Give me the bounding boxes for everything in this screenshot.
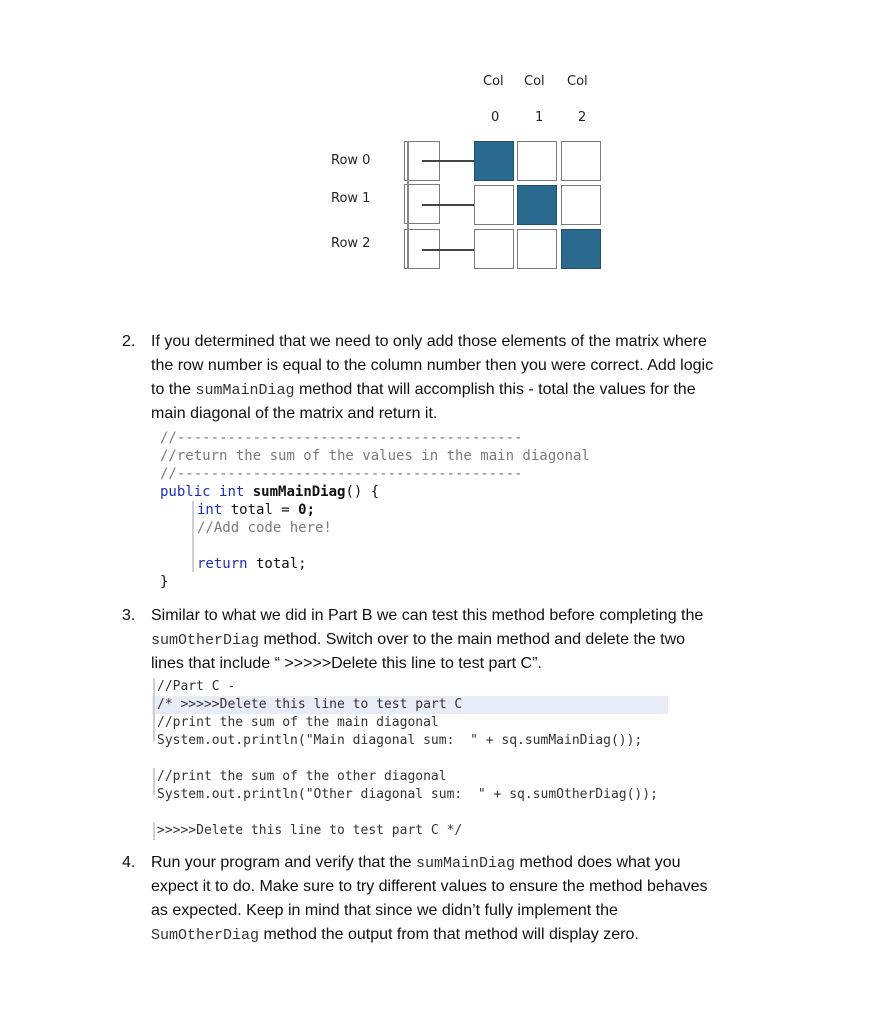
col-header-1-word: Col <box>524 74 545 89</box>
step-4-line-1 <box>151 851 681 876</box>
cell-1-1 <box>517 185 557 225</box>
row-2-pointer-line <box>422 249 474 251</box>
inline-code-sumOtherDiag: sumOtherDiag <box>151 632 260 649</box>
step-4-line-4-post: method the output from that method will display zero. <box>259 926 639 943</box>
cell-1-2 <box>561 185 601 225</box>
code-closing-brace: } <box>160 574 169 590</box>
step-2-line-3-post: method that will accomplish this - total the values for the <box>294 381 696 398</box>
step-3-number: 3. <box>122 607 136 624</box>
code2-main-diag-comment: //print the sum of the main diagonal <box>157 715 439 730</box>
step-3-line-2-post: method. Switch over to the main method and delete the two <box>259 631 686 648</box>
keyword-public: public <box>160 484 211 500</box>
step-4-line-4 <box>151 923 639 948</box>
code2-main-diag-println: System.out.println("Main diagonal sum: " + sq.sumMainDiag()); <box>157 733 643 748</box>
step-2-line-4: main diagonal of the matrix and return it. <box>151 405 438 422</box>
inline-code-sumMainDiag: sumMainDiag <box>195 382 295 399</box>
code2-guide-2 <box>153 768 155 795</box>
step-2-line-1: If you determined that we need to only add those elements of the matrix where <box>151 333 707 350</box>
cell-0-2 <box>561 141 601 181</box>
step-3-line-2 <box>151 628 685 653</box>
total-decl: total = <box>222 502 299 518</box>
cell-2-1 <box>517 229 557 269</box>
step-3-line-3: lines that include “ >>>>>Delete this line to test part C”. <box>151 655 542 672</box>
col-header-0-index: 0 <box>491 110 500 125</box>
code2-delete-line-end: >>>>>Delete this line to test part C */ <box>157 823 463 838</box>
code-dashes-2: //----------------------------------------- <box>160 466 523 482</box>
code2-other-diag-comment: //print the sum of the other diagonal <box>157 769 447 784</box>
row-label-2: Row 2 <box>331 236 371 251</box>
inline-code-SumOtherDiag: SumOtherDiag <box>151 927 260 944</box>
cell-2-2 <box>561 229 601 269</box>
step-2-line-3-pre: to the <box>151 381 196 398</box>
method-name: sumMainDiag <box>252 484 346 500</box>
total-zero: 0; <box>298 502 316 518</box>
return-rest: total; <box>247 556 307 572</box>
row-0-pointer-line <box>422 160 474 162</box>
step-2-number: 2. <box>122 333 136 350</box>
cell-2-0 <box>474 229 514 269</box>
row-label-1: Row 1 <box>331 191 371 206</box>
step-3-line-1: Similar to what we did in Part B we can test this method before completing the <box>151 607 704 624</box>
col-header-1-index: 1 <box>535 110 544 125</box>
code2-delete-line-start: /* >>>>>Delete this line to test part C <box>157 697 463 712</box>
cell-1-0 <box>474 185 514 225</box>
code-method-signature <box>160 483 379 501</box>
step-4-line-2: expect it to do. Make sure to try different values to ensure the method behaves <box>151 878 708 895</box>
array-border-line <box>407 141 409 269</box>
step-2-line-3 <box>151 378 696 403</box>
code2-other-diag-println: System.out.println("Other diagonal sum: " + sq.sumOtherDiag()); <box>157 787 658 802</box>
step-2-line-2: the row number is equal to the column number then you were correct. Add logic <box>151 357 714 374</box>
code2-guide-1 <box>153 678 155 741</box>
step-4-line-3: as expected. Keep in mind that since we didn’t fully implement the <box>151 902 618 919</box>
step-4-line-1-post: method does what you <box>515 854 681 871</box>
step-4-line-1-pre: Run your program and verify that the <box>151 854 417 871</box>
col-header-2-word: Col <box>567 74 588 89</box>
signature-end: () { <box>345 484 380 500</box>
col-header-2-index: 2 <box>578 110 587 125</box>
code2-guide-3 <box>153 822 155 840</box>
row-label-0: Row 0 <box>331 153 371 168</box>
cell-0-0 <box>474 141 514 181</box>
row-1-pointer-line <box>422 204 474 206</box>
code-indent-guide <box>192 501 194 572</box>
keyword-int: int <box>219 484 245 500</box>
keyword-return: return <box>197 556 248 572</box>
step-4-number: 4. <box>122 854 136 871</box>
code-comment-return-sum: //return the sum of the values in the main diagonal <box>160 448 590 464</box>
code-return-statement <box>197 555 307 573</box>
code-add-code-comment: //Add code here! <box>197 520 332 536</box>
col-header-0-word: Col <box>483 74 504 89</box>
code-dashes-1: //----------------------------------------- <box>160 430 523 446</box>
code-total-declaration <box>197 501 315 519</box>
code2-part-c-comment: //Part C - <box>157 679 236 694</box>
cell-0-1 <box>517 141 557 181</box>
inline-code-sumMainDiag-2: sumMainDiag <box>416 855 516 872</box>
keyword-int-total: int <box>197 502 223 518</box>
